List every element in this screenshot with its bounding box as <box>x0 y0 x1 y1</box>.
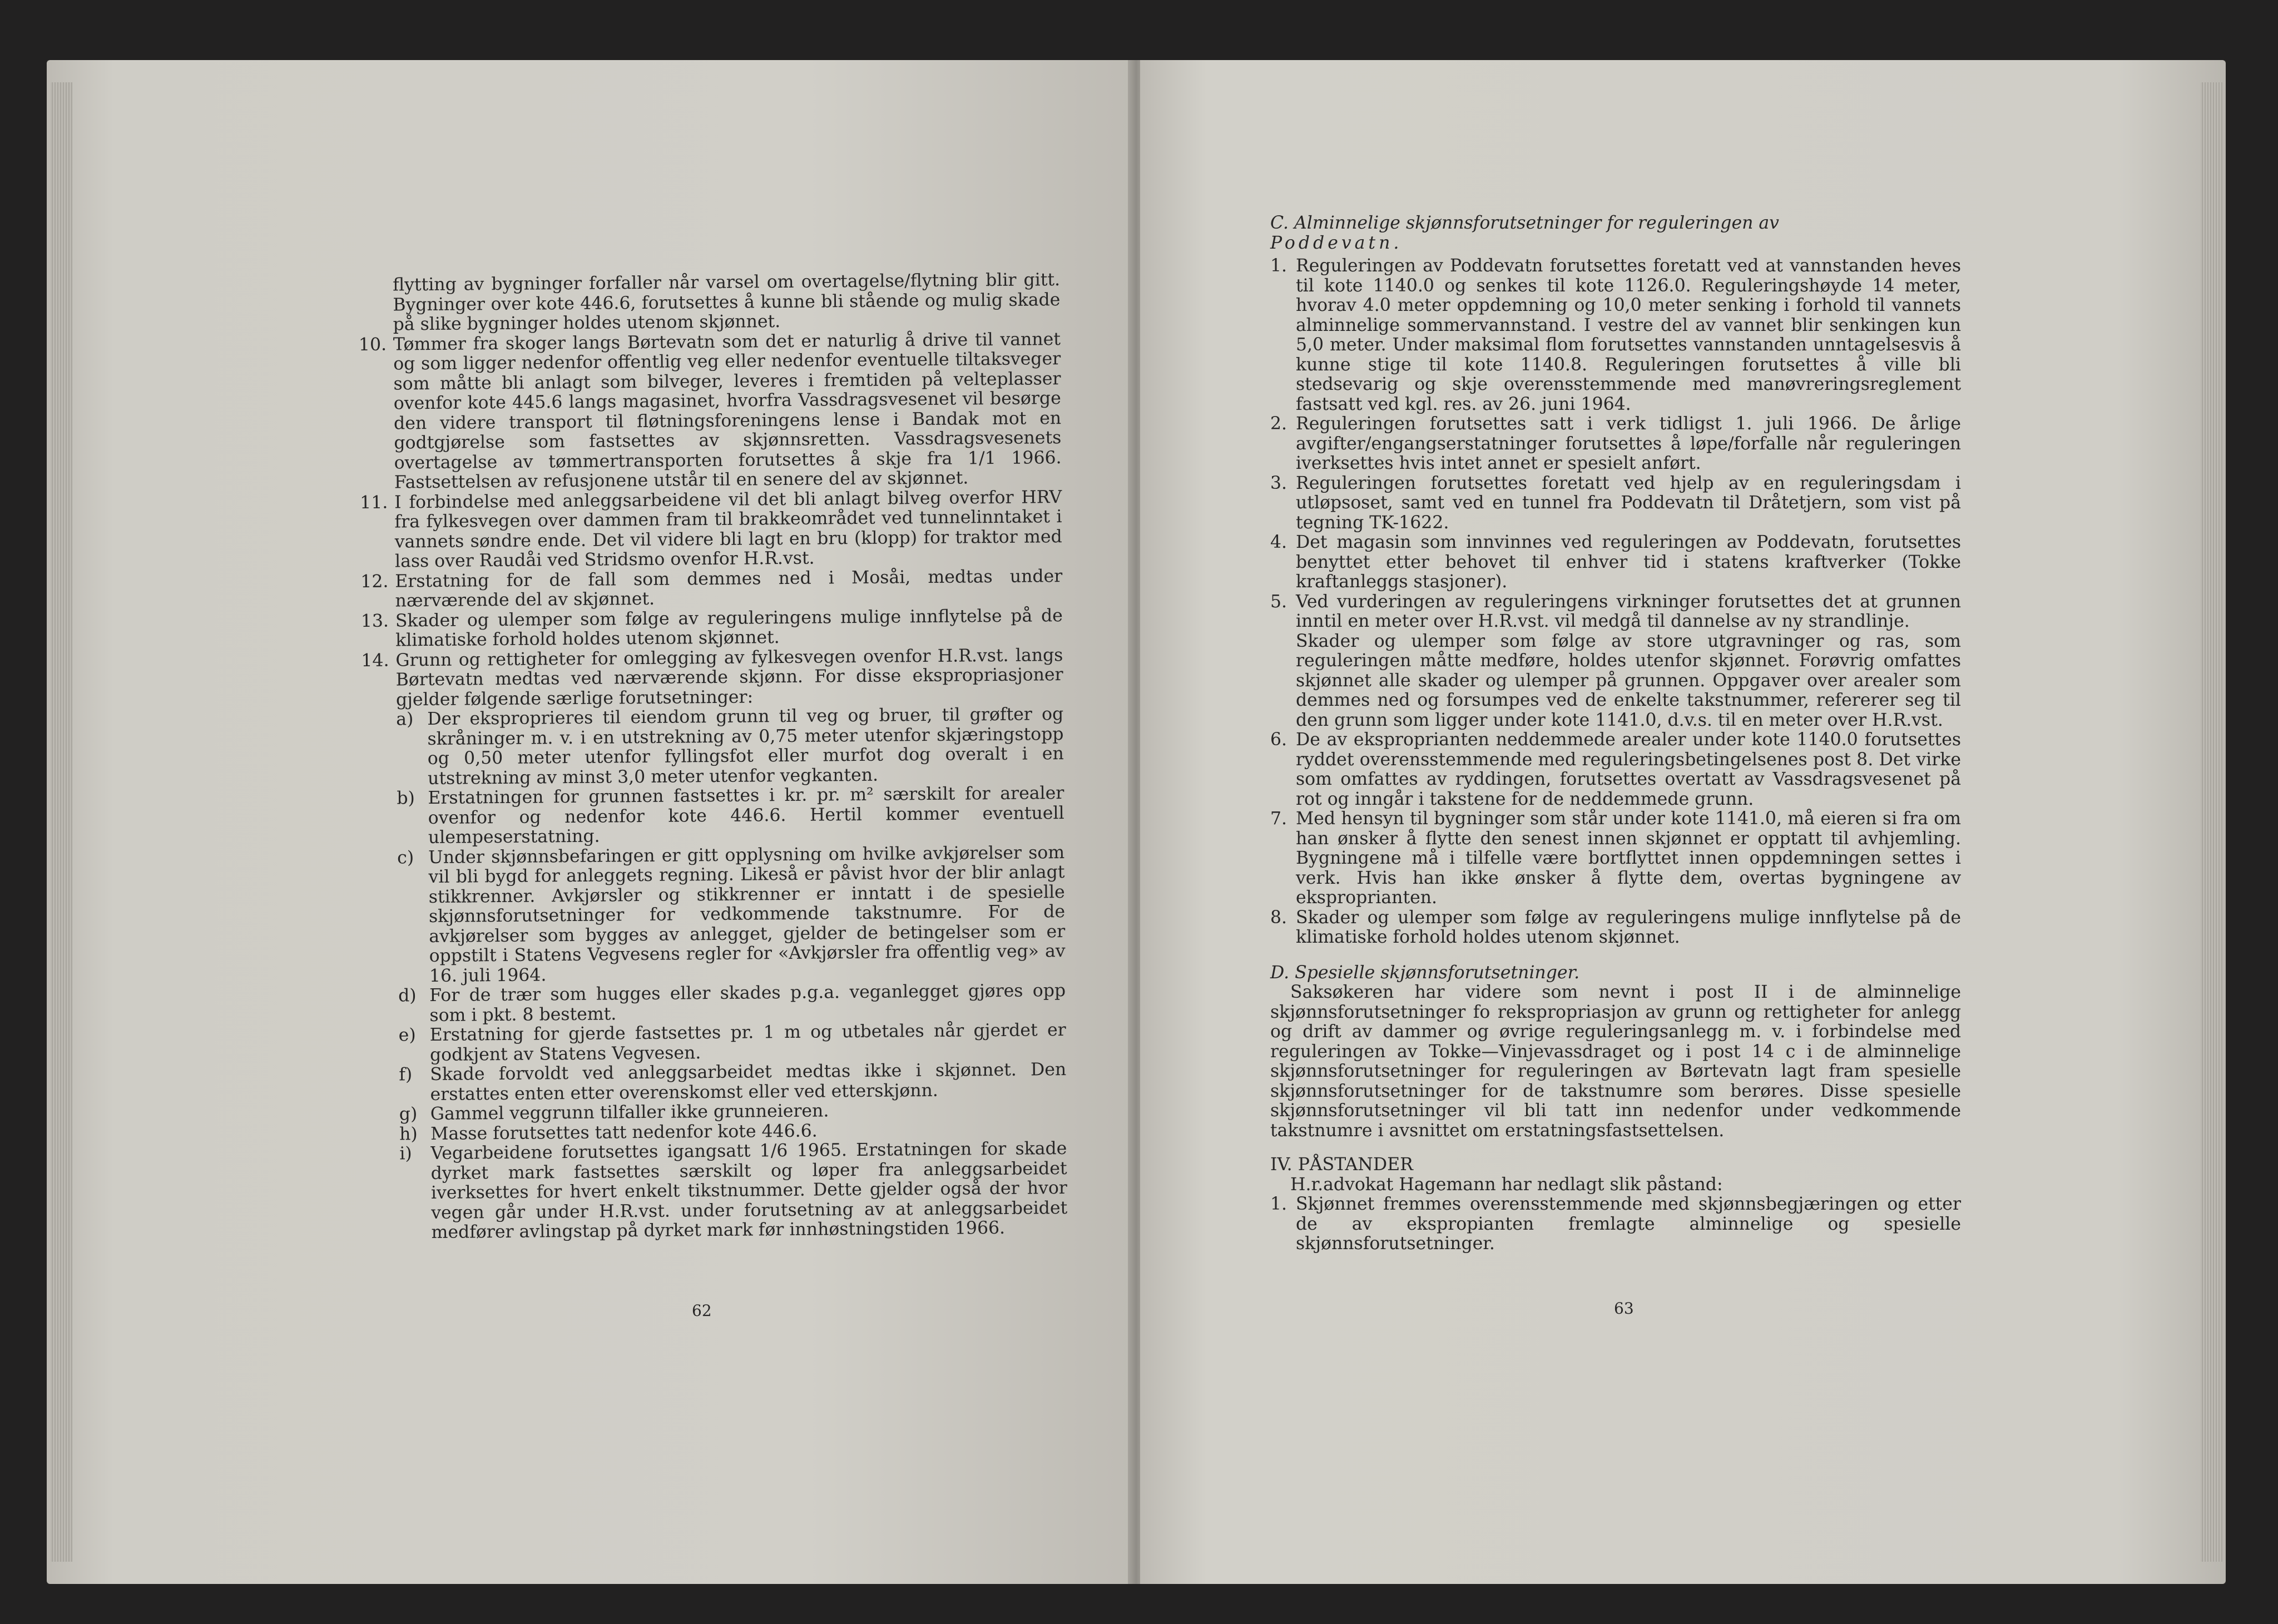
list-item: 8. Skader og ulemper som følge av reguleringens mulige innflytelse på de klimatiske forhold holdes utenom skjønnet. <box>1270 907 1961 947</box>
right-page <box>1140 60 2226 1584</box>
page-number: 62 <box>692 1301 712 1320</box>
sub-item: e) Erstatning for gjerde fastsettes pr. 1 m og utbetales når gjerdet er godkjent av Statens Vegvesen. <box>398 1020 1066 1065</box>
section-iv-intro: H.r.advokat Hagemann har nedlagt slik påstand: <box>1290 1174 1723 1195</box>
list-item-continuation: Skader og ulemper som følge av store utgravninger og ras, som reguleringen måtte medføre, holdes utenfor skjønnet. Forøvrig omfattes skjønnet alle skader og ulemper på grunnen. Oppgaver over arealer som demmes ned og forsumpes ved de enkelte takstnummer, refererer seg til den grunn som ligger under kote 1141.0, d.v.s. til en meter over H.R.vst. <box>1296 631 1961 730</box>
intro-paragraph: flytting av bygninger forfaller når varsel om overtagelse/flytning blir gitt. Bygninger over kote 446.6, forutsettes å kunne bli stående og mulig skade på slike bygninger holdes utenom skjønnet. <box>392 270 1061 335</box>
list-item: 14. Grunn og rettigheter for omlegging av fylkesvegen ovenfor H.R.vst. langs Børtevatn medtas ved nærværende skjønn. For disse ekspropriasjoner gjelder følgende særlige forutsetninger: a) Der eksproprieres til eiendom grunn til veg og bruer, til grøfter og skråninger m. v. i en utstrekning av 0,75 meter utenfor skjæringstopp og 0,50 meter utenfor fyllingsfot eller murfot dog overalt i en utstrekning av minst 3,0 meter utenfor vegkanten. b) Erstatningen for grunnen fastsettes i kr. pr. m² særskilt for arealer ovenfor og nedenfor kote 446.6. Hertil kommer eventuell ulempeserstatning. c) Under skjønnsbefaringen er gitt opplysning om hvilke avkjørelser som vil bli bygd for anleggets regning. Likeså er påvist hvor der blir anlagt stikkrenner. Avkjørsler og stikkrenner er inntatt i de spesielle skjønnsforutsetninger for vedkommende takstnumre. For de avkjørelser som bygges av anlegget, gjelder de betingelser som er oppstilt i Statens Vegvesens regler for «Avkjørsler fra offentlig veg» av 16. juli 1964. d) For de trær som hugges eller skades p.g.a. veganlegget gjøres opp som i pkt. 8 bestemt. e) Erstatning for gjerde fastsettes pr. 1 m og utbetales når gjerdet er godkjent av Statens Vegvesen. f) Skade forvoldt ved anleggsarbeidet medtas ikke i skjønnet. Den erstattes enten etter overenskomst eller ved etterskjønn. g) Gammel veggrunn tilfaller ikke grunneieren. h) Masse forutsettes tatt nedenfor kote 446.6. i) Vegarbeidene forutsettes igangsatt 1/6 1965. Erstatningen for skade dyrket mark fastsettes særskilt og løper fra anleggsarbeidet iverksettes for hvert enkelt tikstnummer. Dette gjelder også der hvor vegen går under H.R.vst. under forutsetning av at anleggsarbeidet medfører avlingstap på dyrket mark før innhøstningstiden 1966. <box>361 645 1068 1243</box>
sub-item: h) Masse forutsettes tatt nedenfor kote 446.6. <box>399 1121 818 1144</box>
left-page-text <box>358 270 1068 1243</box>
list-item: 4. Det magasin som innvinnes ved reguleringen av Poddevatn, forutsettes benyttet etter behovet til enhver tid i statens kraftverker (Tokke kraftanleggs stasjoner). <box>1270 532 1961 592</box>
section-d-paragraph: Saksøkeren har videre som nevnt i post II i de alminnelige skjønnsforutsetninger fo rekspropriasjon av grunn og rettigheter for anlegg og drift av dammer og øvrige reguleringsanlegg m. v. i forbindelse med reguleringen av Tokke—Vinjevassdraget og i post 14 c i de alminnelige skjønnsforutsetninger for reguleringen av Børtevatn lagt fram spesielle skjønnsforutsetninger for de takstnumre som berøres. Disse spesielle skjønnsforutsetninger vil bli tatt inn nedenfor under vedkommende takstnumre i avsnittet om erstatningsfastsettelsen. <box>1270 982 1961 1141</box>
list-item: 11. I forbindelse med anleggsarbeidene vil det bli anlagt bilveg overfor HRV fra fylkesvegen over dammen fram til brakkeområdet ved tunnelinntaket i vannets søndre ende. Det vil videre bli lagt en bru (klopp) for traktor med lass over Raudåi ved Stridsmo ovenfor H.R.vst. <box>360 487 1062 572</box>
list-item: 12. Erstatning for de fall som demmes ned i Mosåi, medtas under nærværende del av skjønnet. <box>360 566 1063 611</box>
list-item: 1. Reguleringen av Poddevatn forutsettes foretatt ved at vannstanden heves til kote 1140.0 og senkes til kote 1126.0. Reguleringshøyde 14 meter, hvorav 4.0 meter oppdemning og 10,0 meter senking i forhold til vannets alminnelige sommervannstand. I vestre del av vannet blir senkingen kun 5,0 meter. Under maksimal flom forutsettes vannstanden unntagelsesvis å kunne stige til kote 1140.8. Reguleringen forutsettes å ville bli stedsevarig og skje overensstemmende med manøvreringsreglement fastsatt ved kgl. res. av 26. juni 1964. <box>1270 256 1961 414</box>
list-item: 3. Reguleringen forutsettes foretatt ved hjelp av en reguleringsdam i utløpsoset, samt ved en tunnel fra Poddevatn til Dråtetjern, som vist på tegning TK-1622. <box>1270 473 1961 533</box>
page-edges-left <box>50 82 72 1562</box>
sub-list <box>396 705 1067 1243</box>
list-item: 2. Reguleringen forutsettes satt i verk tidligst 1. juli 1966. De årlige avgifter/engangserstatninger forutsettes å løpe/forfalle når reguleringen iverksettes hvis intet annet er spesielt anført. <box>1270 414 1961 473</box>
section-heading-iv: IV. PÅSTANDER <box>1270 1155 1413 1175</box>
page-number: 63 <box>1614 1299 1634 1318</box>
list-item: 6. De av eksproprianten neddemmede arealer under kote 1140.0 forutsettes ryddet overensstemmende med reguleringsbetingelsenes post 8. Det virke som omfattes av ryddingen, forutsettes overtatt av Vassdragsvesenet på rot og inngår i takstene for de neddemmede grunn. <box>1270 730 1961 809</box>
page-edges-right <box>2200 82 2222 1562</box>
sub-item: d) For de trær som hugges eller skades p.g.a. veganlegget gjøres opp som i pkt. 8 bestemt. <box>398 981 1066 1026</box>
left-page <box>47 60 1135 1584</box>
list-item: 10. Tømmer fra skoger langs Børtevatn som det er naturlig å drive til vannet og som ligger nedenfor offentlig veg eller nedenfor eventuelle tiltaksveger som måtte bli anlagt som bilveger, leveres i fremtiden på velteplasser ovenfor kote 445.6 langs magasinet, hvorfra Vassdragsvesenet vil besørge den videre transport til fløtningsforeningens lense i Bandak mot en godtgjørelse som fastsettes av skjønnsretten. Vassdragsvesenets overtagelse av tømmertransporten forutsettes å skje fra 1/1 1966. Fastsettelsen av refusjonene utstår til en senere del av skjønnet. <box>358 329 1062 493</box>
section-heading-d: D. Spesielle skjønnsforutsetninger. <box>1270 962 1580 983</box>
list-item: 13. Skader og ulemper som følge av reguleringens mulige innflytelse på de klimatiske forhold holdes utenom skjønnet. <box>360 605 1063 651</box>
sub-item: a) Der eksproprieres til eiendom grunn til veg og bruer, til grøfter og skråninger m. v. i en utstrekning av 0,75 meter utenfor skjæringstopp og 0,50 meter utenfor fyllingsfot eller murfot dog overalt i en utstrekning av minst 3,0 meter utenfor vegkanten. <box>396 704 1064 789</box>
list-item: 7. Med hensyn til bygninger som står under kote 1141.0, må eieren si fra om han ønsker å flytte den senest innen skjønnet er opptatt til avhjemling. Bygningene må i tilfelle være bortflyttet innen oppdemningen settes i verk. Hvis han ikke ønsker å flytte dem, overtas bygningene av eksproprianten. <box>1270 809 1961 908</box>
sub-item: c) Under skjønnsbefaringen er gitt opplysning om hvilke avkjørelser som vil bli bygd for anleggets regning. Likeså er påvist hvor der blir anlagt stikkrenner. Avkjørsler og stikkrenner er inntatt i de spesielle skjønnsforutsetninger for vedkommende takstnumre. For de avkjørelser som bygges av anlegget, gjelder de betingelser som er oppstilt i Statens Vegvesens regler for «Avkjørsler fra offentlig veg» av 16. juli 1964. <box>397 842 1066 986</box>
open-book <box>47 60 2226 1584</box>
list-item: 1. Skjønnet fremmes overensstemmende med skjønnsbegjæringen og etter de av ekspropianten fremlagte alminnelige og spesielle skjønnsforutsetninger. <box>1270 1194 1961 1254</box>
section-heading-c: C. Alminnelige skjønnsforutsetninger for reguleringen av <box>1270 213 1779 233</box>
sub-item: g) Gammel veggrunn tilfaller ikke grunneieren. <box>399 1101 829 1125</box>
list-item-text: Grunn og rettigheter for omlegging av fylkesvegen ovenfor H.R.vst. langs Børtevatn medtas ved nærværende skjønn. For disse ekspropriasjoner gjelder følgende særlige forutsetninger: <box>395 645 1063 710</box>
section-heading-c-line2: Poddevatn. <box>1270 232 1403 253</box>
sub-item: b) Erstatningen for grunnen fastsettes i kr. pr. m² særskilt for arealer ovenfor og nedenfor kote 446.6. Hertil kommer eventuell ulempeserstatning. <box>397 783 1064 848</box>
sub-item: i) Vegarbeidene forutsettes igangsatt 1/6 1965. Erstatningen for skade dyrket mark fastsettes særskilt og løper fra anleggsarbeidet iverksettes for hvert enkelt tikstnummer. Dette gjelder også der hvor vegen går under H.R.vst. under forutsetning av at anleggsarbeidet medfører avlingstap på dyrket mark før innhøstningstiden 1966. <box>399 1138 1068 1243</box>
sub-item: f) Skade forvoldt ved anleggsarbeidet medtas ikke i skjønnet. Den erstattes enten etter overenskomst eller ved etterskjønn. <box>399 1059 1067 1105</box>
right-page-text <box>1270 214 1961 1254</box>
list-item: 5. Ved vurderingen av reguleringens virkninger forutsettes det at grunnen inntil en meter over H.R.vst. vil medgå til dannelse av ny strandlinje. <box>1270 591 1961 631</box>
